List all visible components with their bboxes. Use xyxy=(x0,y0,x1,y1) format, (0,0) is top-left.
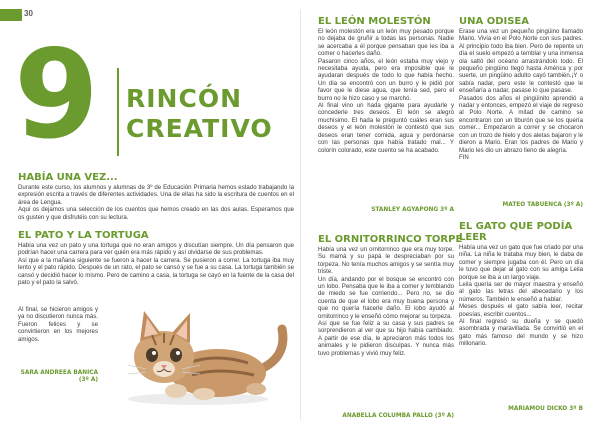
section-title xyxy=(126,84,273,144)
story-paragraph: El león molestón era un león muy pesado porque no dejaba de gruñir a todas las personas. Nadie se acercaba a él porque pensaban que les iba a comer o hacerles daño. xyxy=(318,28,454,58)
intro-paragraph: Durante este curso, los alumnos y alumnas de 3º de Educación Primaria hemos estado trabajando la expresión escrita a través de diferentes actividades. Una de ellas ha sido la escritura de cuentos en el área de Lengua. xyxy=(18,184,294,206)
story-ornito-text xyxy=(318,246,454,357)
story-paragraph: Pasados dos años el pingüinito aprendió a nadar y entonces, empezó el viaje de regreso al Polo Norte. A mitad de camino se encontraron con un tiburón que se los quería comer... Empezaron a correr y se chocaron con un trozo de hielo y dos aletas bajaron y le dieron a Mario. Eran los padres de Mario y Mario les dio un abrazo lleno de alegría. xyxy=(459,94,583,154)
section-title-line1: RINCÓN xyxy=(126,84,242,113)
story-paragraph: Pasaron cinco años, el león estaba muy viejo y necesitaba ayuda, pero era imposible que le ayudaran después de todo lo que había hecho. Un día se encontró con un burro y le pidió por favor que le diese agua, que tenía sed, pero el burro no le hizo caso y se marchó. xyxy=(318,57,454,102)
story-ornito-author: ANABELLA COLUMBA PALLO (3º A) xyxy=(342,413,454,419)
story-leon-text xyxy=(318,28,454,154)
section-title-line2: CREATIVO xyxy=(126,114,273,143)
story-gato-text xyxy=(459,244,583,348)
story-ornito-heading: EL ORNITORRINCO TORPE xyxy=(318,234,463,245)
story-odisea-text xyxy=(459,28,583,161)
story-paragraph: Había una vez un pato y una tortuga que no eran amigos y discutían siempre. Un día pensaron que podrían hacer una carrera para ver quién era más rápido y así olvidarse de sus problemas. xyxy=(18,242,294,257)
story-gato-heading: EL GATO QUE PODÍA LEER xyxy=(459,221,573,243)
story-pato-ending: Al final, se hicieron amigos y ya no discutieron nunca más. Fueron felices y se convirtieron en los mejores amigos. xyxy=(18,306,98,343)
story-paragraph: FIN xyxy=(459,153,469,161)
story-odisea-heading: UNA ODISEA xyxy=(459,16,530,27)
story-paragraph: Erase una vez un pequeño pingüino llamado Mario. Vivía en el Polo Norte con sus padres. Al principio todo iba bien. Pero de repente un día el suelo empezó a temblar y una inmensa ola saltó del océano arrastrándolo todo. El pequeño pingüino llegó hasta América y por suerte, un pingüino adulto cayó también.¡Y o sabía nadar, pero este le contestó que le enseñaría a nadar, pasase lo que pasase. xyxy=(459,28,583,95)
page-number-bar xyxy=(0,9,22,21)
story-paragraph: Así que se fue feliz a su casa y sus padres se sorprendieron al ver que su hijo había cambiado. A partir de ese día, le apreciaron más todos los animales y le pidieron disculpas. Y nunca más tuvo problemas y vivió muy feliz. xyxy=(318,320,454,357)
story-paragraph: Leila quería ser de mayor maestra y enseñó al gato las letras del abecedario y los números. También le enseñó a hablar. xyxy=(459,281,583,303)
story-leon-heading: EL LEÓN MOLESTÓN xyxy=(318,16,431,27)
page-number: 30 xyxy=(24,9,33,18)
intro-heading: HABÍA UNA VEZ... xyxy=(18,172,118,183)
story-pato-text xyxy=(18,242,294,286)
story-paragraph: Meses después el gato sabía leer, recitar poesías, escribir cuentos... xyxy=(459,303,583,318)
story-paragraph: Había una vez un gato que fue criado por una niña. La niña le trataba muy bien, le daba de comer y siempre jugaba con él. Pero un día le tuvo que dejar al gato con su amiga Leila porque se iba a un largo viaje. xyxy=(459,244,583,281)
story-paragraph: Así que a la mañana siguiente se fueron a hacer la carrera. Se pusieron a correr. La tortuga iba muy lento y el pato rápido. Después de un rato, el pato se cansó y se fue a su casa. La tortuga también se cansó y decidió hacer lo mismo. Pero de camino a casa, la tortuga se cayó en la fuente de la casa del pato y el pato la salvó. xyxy=(18,256,294,287)
story-gato-author: MARIAMOU DICKO 3º B xyxy=(508,406,583,412)
intro-paragraph: Aquí os dejamos una selección de los cuentos que hemos creado en las dos aulas. Esperamos que os gusten y que disfrutéis con su lectura. xyxy=(18,206,294,221)
story-pato-author xyxy=(18,370,98,384)
section-number: 9 xyxy=(14,24,95,166)
author-name: SARA ANDREEA BANICA xyxy=(20,370,98,376)
column-divider xyxy=(300,10,301,420)
story-odisea-author: MATEO TABUENCA (3º A) xyxy=(502,202,583,208)
story-leon-author: STANLEY AGYAPONG 3º A xyxy=(371,207,454,213)
kitten-photo xyxy=(106,301,296,405)
story-paragraph: Al final vino un hada gigante para ayudarle y concederle tres deseos. El león se alegró muchísimo. El hada le preguntó cuáles eran sus deseos y el león molestón le contestó que sus deseos eran tener comida, agua y perdonarse con las personas que había tratado mal... Y colorín colorado, este cuento se ha acabado. xyxy=(318,102,454,154)
title-separator xyxy=(117,68,119,156)
story-paragraph: Al final regresó su dueña y se quedó asombrada y maravillada. Se convirtió en el gato más famoso del mundo y se hizo millonario. xyxy=(459,318,583,348)
author-class: (3º A) xyxy=(78,377,98,383)
intro-text xyxy=(18,184,294,221)
story-paragraph: Había una vez un ornitorrinco que era muy torpe. Su mamá y su papá le despreciaban por su torpeza. No tenía muchos amigos y se sentía muy triste. xyxy=(318,246,454,276)
story-paragraph: Un día, andando por el bosque se encontró con un lobo. Pensaba que le iba a comer y temblando de miedo se fue corriendo... Pero no, se dio cuenta de que el lobo era muy buena persona y que no quería hacerle daño. El lobo ayudó al ornitorrinco y le enseñó cómo mejorar su torpeza. xyxy=(318,275,454,320)
story-pato-heading: EL PATO Y LA TORTUGA xyxy=(18,230,149,241)
